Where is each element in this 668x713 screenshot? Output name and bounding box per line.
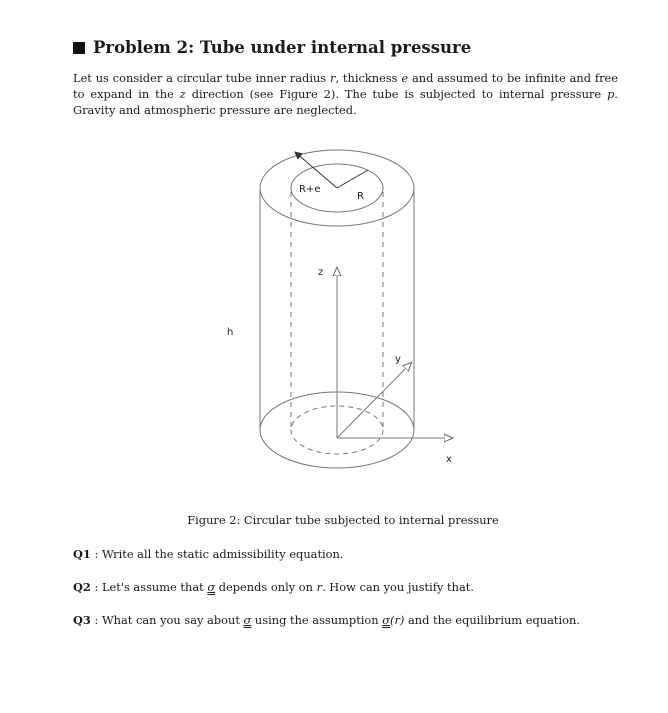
stress-symbol: σ bbox=[382, 613, 391, 627]
question-1: Q1 : Write all the static admissibility equation. bbox=[73, 547, 344, 561]
label-inner-radius: R bbox=[357, 191, 364, 202]
y-axis bbox=[337, 363, 411, 438]
outer-radius-arrow bbox=[295, 152, 337, 188]
stress-symbol: σ bbox=[207, 580, 216, 594]
var-p: p bbox=[607, 87, 615, 101]
tube-figure bbox=[200, 140, 480, 490]
label-outer-radius: R+e bbox=[299, 184, 321, 195]
figure-caption: Figure 2: Circular tube subjected to internal pressure bbox=[187, 513, 499, 527]
label-y-axis: y bbox=[395, 354, 401, 365]
var-e: e bbox=[401, 71, 409, 85]
label-x-axis: x bbox=[446, 454, 452, 465]
problem-heading bbox=[73, 38, 471, 57]
question-3: Q3 : What can you say about σ using the assumption σ(r) and the equilibrium equation. bbox=[73, 613, 580, 627]
heading-square-icon bbox=[73, 42, 85, 54]
question-2: Q2 : Let's assume that σ depends only on r. How can you justify that. bbox=[73, 580, 474, 594]
label-height: h bbox=[227, 327, 234, 338]
inner-radius-line bbox=[337, 170, 368, 188]
var-r: r bbox=[330, 71, 336, 85]
var-z: z bbox=[179, 87, 186, 101]
label-z-axis: z bbox=[318, 267, 324, 278]
problem-title: Problem 2: Tube under internal pressure bbox=[93, 38, 472, 57]
problem-intro: Let us consider a circular tube inner radius r, thickness e and assumed to be infinite and free to expand in the z direction (see Figure 2). The tube is subjected to internal pressure p. Gravity and atmospheric pressure are neglected. bbox=[73, 71, 618, 117]
stress-symbol: σ bbox=[243, 613, 252, 627]
